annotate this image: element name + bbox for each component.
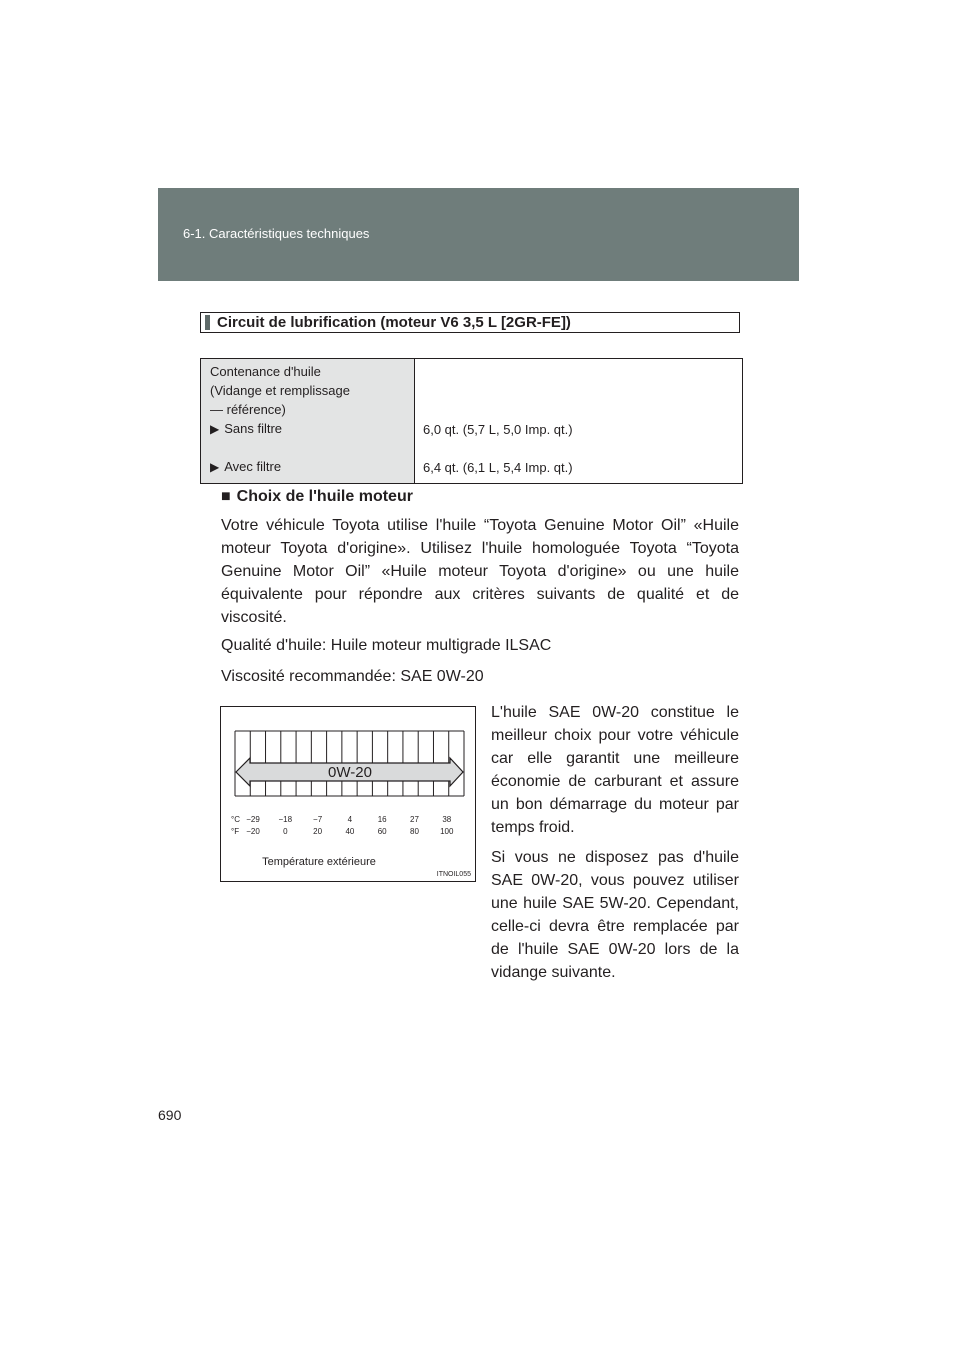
celsius-unit: °C (231, 815, 240, 824)
capacity-label-cell (201, 359, 415, 484)
oil-capacity-table (200, 358, 743, 484)
figure-caption: Température extérieure (262, 856, 376, 868)
fahrenheit-tick-label: 80 (410, 827, 419, 836)
square-bullet-icon: ■ (221, 488, 231, 505)
fahrenheit-tick-label: 20 (313, 827, 323, 836)
fahrenheit-unit: °F (231, 827, 240, 836)
row-label-without-filter: ▶ Sans filtre (210, 421, 283, 436)
celsius-tick-label: 4 (347, 815, 353, 824)
fahrenheit-tick-label: 40 (345, 827, 355, 836)
fahrenheit-tick-label: 100 (440, 827, 454, 836)
fahrenheit-tick-label: 0 (283, 827, 288, 836)
celsius-tick-label: −7 (313, 815, 323, 824)
breadcrumb: 6-1. Caractéristiques techniques (183, 226, 370, 241)
capacity-label-line3: — référence) (210, 402, 286, 417)
celsius-tick-label: −29 (246, 815, 260, 824)
chapter-header (158, 188, 799, 281)
recommended-viscosity: Viscosité recommandée: SAE 0W-20 (221, 668, 484, 685)
section-title: Circuit de lubrification (moteur V6 3,5 L [2GR-FE]) (217, 314, 571, 331)
side-paragraph-2: Si vous ne disposez pas d'huile SAE 0W-20, vous pouvez utiliser une huile SAE 5W-20. Cependant, celle-ci devra être remplacée par de l'huile SAE 0W-20 lors de la vidange suivante. (491, 849, 739, 981)
celsius-tick-label: 16 (377, 815, 387, 824)
section-title-bar (200, 312, 740, 333)
viscosity-chart-figure (220, 706, 476, 882)
capacity-label-line1: Contenance d'huile (210, 364, 321, 379)
subsection-title: ■ Choix de l'huile moteur (221, 488, 413, 505)
celsius-tick-label: 38 (442, 815, 452, 824)
fahrenheit-tick-label: −20 (246, 827, 260, 836)
fahrenheit-tick-label: 60 (377, 827, 387, 836)
figure-code: ITNOIL055 (436, 871, 471, 878)
oil-quality: Qualité d'huile: Huile moteur multigrade ILSAC (221, 637, 552, 654)
value-without-filter: 6,0 qt. (5,7 L, 5,0 Imp. qt.) (423, 422, 573, 437)
capacity-label-line2: (Vidange et remplissage (210, 383, 350, 398)
grade-label: 0W-20 (328, 764, 372, 781)
intro-paragraph: Votre véhicule Toyota utilise l'huile “Toyota Genuine Motor Oil” «Huile moteur Toyota d'origine». Utilisez l'huile homologuée Toyota “Toyota Genuine Motor Oil” «Huile moteur Toyota d'origine» ou une huile équivalente pour répondre aux critères suivants de qualité et de viscosité. (221, 517, 739, 626)
celsius-tick-label: 27 (410, 815, 419, 824)
celsius-tick-label: −18 (278, 815, 293, 824)
value-with-filter: 6,4 qt. (6,1 L, 5,4 Imp. qt.) (423, 460, 573, 475)
arrow-right-icon: ▶ (210, 460, 220, 474)
capacity-value-cell (415, 359, 743, 484)
row-label-with-filter: ▶ Avec filtre (210, 459, 282, 474)
section-accent (205, 315, 210, 330)
arrow-right-icon: ▶ (210, 422, 220, 436)
page-number: 690 (158, 1107, 182, 1123)
viscosity-chart (221, 707, 475, 881)
side-paragraph-1: L'huile SAE 0W-20 constitue le meilleur choix pour votre véhicule car elle garantit une meilleure économie de carburant et assure un bon démarrage du moteur par temps froid. (491, 704, 739, 836)
